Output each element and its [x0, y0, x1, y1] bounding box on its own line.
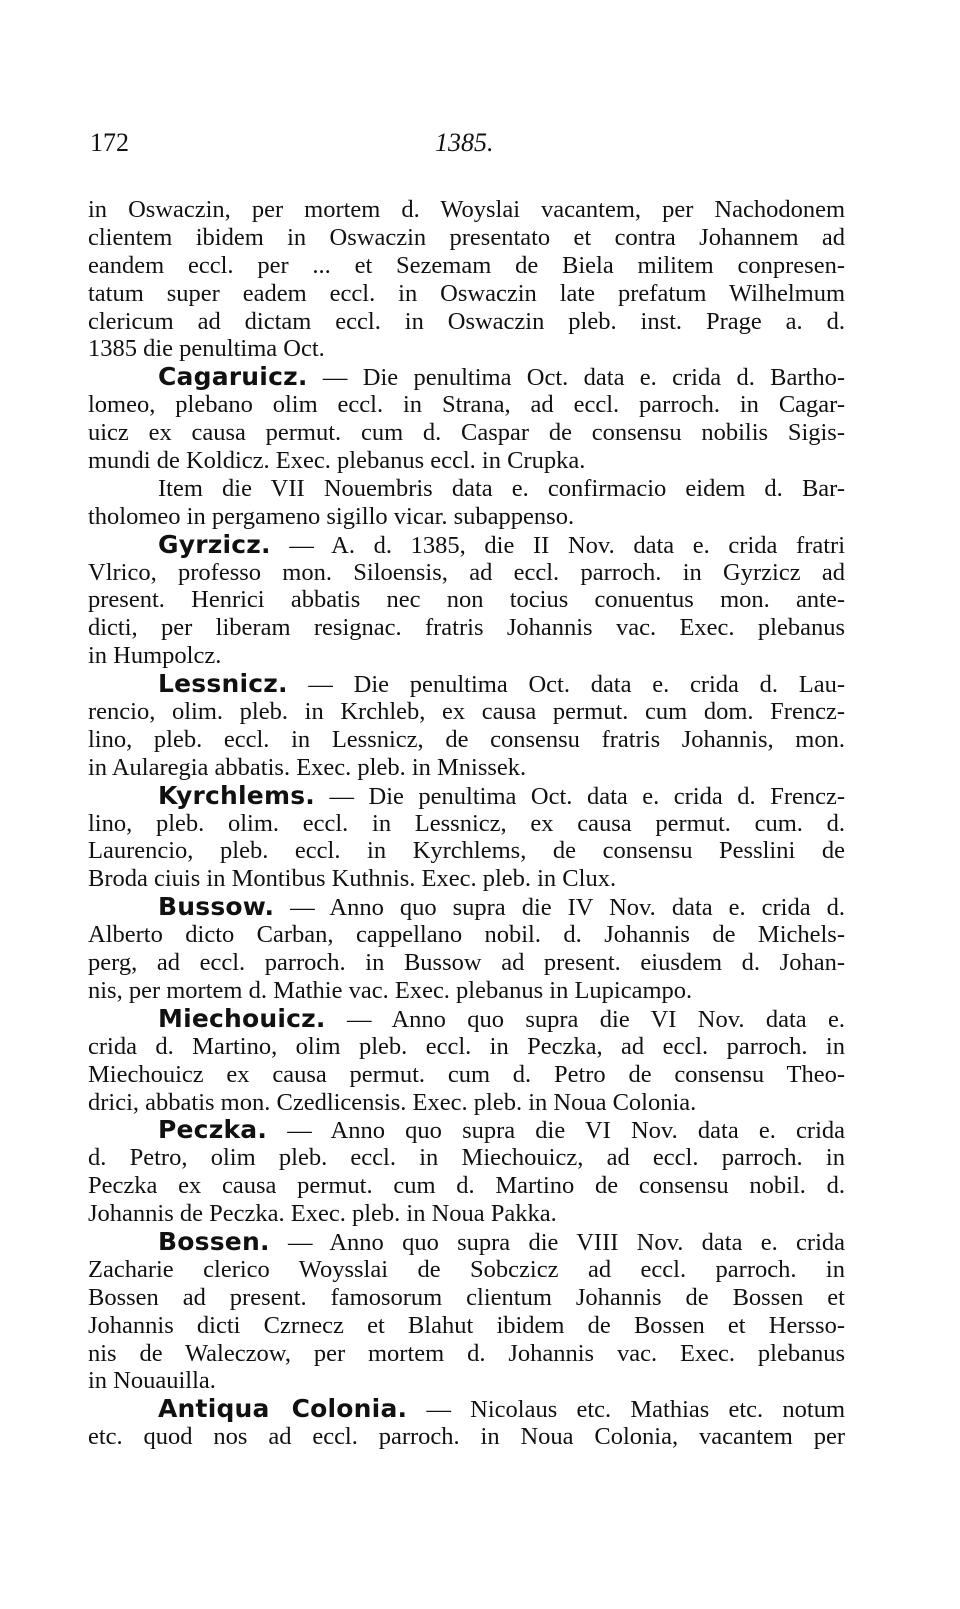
- entry-heading: Cagaruicz.: [158, 362, 308, 392]
- line-text: lomeo, plebano olim eccl. in Strana, ad eccl. parroch. in Cagar-: [88, 391, 845, 419]
- line-text: — A. d. 1385, die II Nov. data e. crida fratri: [289, 531, 846, 559]
- text-line: [88, 224, 845, 252]
- text-line: [88, 503, 845, 531]
- line-text: in Oswaczin, per mortem d. Woyslai vacantem, per Nachodonem: [88, 196, 845, 223]
- text-line: [88, 252, 845, 280]
- entry-first-line: [88, 363, 845, 391]
- text-line: [88, 447, 845, 475]
- entry-heading: Bussow.: [158, 892, 275, 922]
- line-text: rencio, olim. pleb. in Krchleb, ex causa permut. cum dom. Frencz-: [88, 698, 845, 726]
- running-header-year: 1385.: [435, 128, 494, 157]
- text-line: [88, 726, 845, 754]
- line-text: crida d. Martino, olim pleb. eccl. in Peczka, ad eccl. parroch. in: [88, 1032, 845, 1060]
- entry-first-line: [88, 1116, 845, 1144]
- entry-heading: Bossen.: [158, 1226, 270, 1256]
- text-line: [88, 308, 845, 336]
- entry-first-line: [88, 893, 845, 921]
- line-text: tholomeo in pergameno sigillo vicar. subappenso.: [88, 502, 575, 530]
- text-line: [88, 1423, 845, 1451]
- page-header: [88, 128, 845, 160]
- line-text: — Anno quo supra die VI Nov. data e.: [346, 1005, 846, 1033]
- entry-first-line: [88, 782, 845, 810]
- entry-first-line: [88, 1228, 845, 1256]
- entry-first-line: [88, 531, 845, 559]
- line-text: — Anno quo supra die VI Nov. data e. crida: [287, 1117, 845, 1145]
- text-line: [88, 1340, 845, 1368]
- text-line: [88, 1367, 845, 1395]
- text-line: [88, 698, 845, 726]
- text-line: [88, 391, 845, 419]
- line-text: Item die VII Nouembris data e. confirmacio eidem d. Bar-: [158, 474, 845, 502]
- text-line: [88, 642, 845, 670]
- line-text: in Nouauilla.: [88, 1367, 216, 1395]
- entry-heading: Gyrzicz.: [158, 529, 271, 559]
- text-line: [88, 1312, 845, 1340]
- text-line: [88, 1172, 845, 1200]
- line-text: in Aularegia abbatis. Exec. pleb. in Mnissek.: [88, 753, 527, 781]
- entry-first-line: [88, 1005, 845, 1033]
- entry-heading: Kyrchlems.: [158, 780, 315, 810]
- line-text: perg, ad eccl. parroch. in Bussow ad present. eiusdem d. Johan-: [88, 949, 845, 977]
- page-number: 172: [90, 128, 129, 157]
- line-text: nis de Waleczow, per mortem d. Johannis vac. Exec. plebanus: [88, 1339, 845, 1367]
- text-line: [88, 949, 845, 977]
- line-text: Miechouicz ex causa permut. cum d. Petro de consensu Theo-: [88, 1060, 845, 1088]
- line-text: etc. quod nos ad eccl. parroch. in Noua Colonia, vacantem per: [88, 1423, 845, 1451]
- text-line: [88, 837, 845, 865]
- line-text: — Anno quo supra die IV Nov. data e. crida d.: [290, 894, 846, 922]
- line-text: tatum super eadem eccl. in Oswaczin late prefatum Wilhelmum: [88, 279, 845, 307]
- line-text: drici, abbatis mon. Czedlicensis. Exec. pleb. in Noua Colonia.: [88, 1088, 697, 1116]
- line-text: — Die penultima Oct. data e. crida d. Frencz-: [329, 782, 846, 810]
- line-text: mundi de Koldicz. Exec. plebanus eccl. in Crupka.: [88, 447, 586, 475]
- line-text: in Humpolcz.: [88, 642, 222, 670]
- text-line: [88, 921, 845, 949]
- text-line: [88, 1284, 845, 1312]
- line-text: dicti, per liberam resignac. fratris Johannis vac. Exec. plebanus: [88, 614, 845, 642]
- line-text: nis, per mortem d. Mathie vac. Exec. plebanus in Lupicampo.: [88, 976, 693, 1004]
- text-line: [88, 865, 845, 893]
- text-line: [88, 810, 845, 838]
- line-text: d. Petro, olim pleb. eccl. in Miechouicz, ad eccl. parroch. in: [88, 1144, 845, 1172]
- line-text: Zacharie clerico Woysslai de Sobczicz ad eccl. parroch. in: [88, 1255, 845, 1283]
- text-line: [88, 1033, 845, 1061]
- line-text: clientem ibidem in Oswaczin presentato et contra Johannem ad: [88, 223, 845, 251]
- text-line: [88, 614, 845, 642]
- line-text: — Die penultima Oct. data e. crida d. Lau-: [308, 671, 845, 699]
- text-line: [88, 559, 845, 587]
- line-text: lino, pleb. eccl. in Lessnicz, de consensu fratris Johannis, mon.: [88, 725, 845, 753]
- text-line: [88, 1089, 845, 1117]
- text-line: [88, 280, 845, 308]
- entry-heading: Miechouicz.: [158, 1003, 326, 1033]
- line-text: present. Henrici abbatis nec non tocius conuentus mon. ante-: [88, 586, 845, 614]
- text-line: [88, 475, 845, 503]
- entry-heading: Lessnicz.: [158, 669, 288, 699]
- line-text: Johannis dicti Czrnecz et Blahut ibidem de Bossen et Hersso-: [88, 1311, 845, 1339]
- text-line: [88, 419, 845, 447]
- line-text: clericum ad dictam eccl. in Oswaczin pleb. inst. Prage a. d.: [88, 307, 845, 335]
- line-text: Peczka ex causa permut. cum d. Martino de consensu nobil. d.: [88, 1172, 845, 1200]
- line-text: Alberto dicto Carban, cappellano nobil. d. Johannis de Michels-: [88, 921, 845, 949]
- line-text: lino, pleb. olim. eccl. in Lessnicz, ex causa permut. cum. d.: [88, 809, 845, 837]
- entry-first-line: [88, 670, 845, 698]
- text-line: [88, 196, 845, 224]
- line-text: — Anno quo supra die VIII Nov. data e. crida: [287, 1228, 846, 1256]
- text-line: [88, 977, 845, 1005]
- line-text: Johannis de Peczka. Exec. pleb. in Noua Pakka.: [88, 1200, 557, 1228]
- entry-first-line: [88, 1395, 845, 1423]
- line-text: 1385 die penultima Oct.: [88, 335, 325, 363]
- text-line: [88, 754, 845, 782]
- entry-heading: Antiqua Colonia.: [158, 1394, 408, 1424]
- line-text: Laurencio, pleb. eccl. in Kyrchlems, de consensu Pesslini de: [88, 837, 845, 865]
- line-text: eandem eccl. per ... et Sezemam de Biela militem conpresen-: [88, 251, 845, 279]
- line-text: Vlrico, professo mon. Siloensis, ad eccl. parroch. in Gyrzicz ad: [88, 558, 845, 586]
- entry-heading: Peczka.: [158, 1115, 268, 1145]
- line-text: — Die penultima Oct. data e. crida d. Bartho-: [322, 364, 846, 392]
- text-line: [88, 335, 845, 363]
- line-text: — Nicolaus etc. Mathias etc. notum: [426, 1396, 846, 1424]
- line-text: uicz ex causa permut. cum d. Caspar de consensu nobilis Sigis-: [88, 419, 845, 447]
- line-text: Broda ciuis in Montibus Kuthnis. Exec. pleb. in Clux.: [88, 865, 617, 893]
- text-line: [88, 1200, 845, 1228]
- text-line: [88, 1256, 845, 1284]
- text-line: [88, 1144, 845, 1172]
- body-text: [88, 196, 845, 1451]
- text-line: [88, 586, 845, 614]
- line-text: Bossen ad present. famosorum clientum Johannis de Bossen et: [88, 1283, 845, 1311]
- text-line: [88, 1061, 845, 1089]
